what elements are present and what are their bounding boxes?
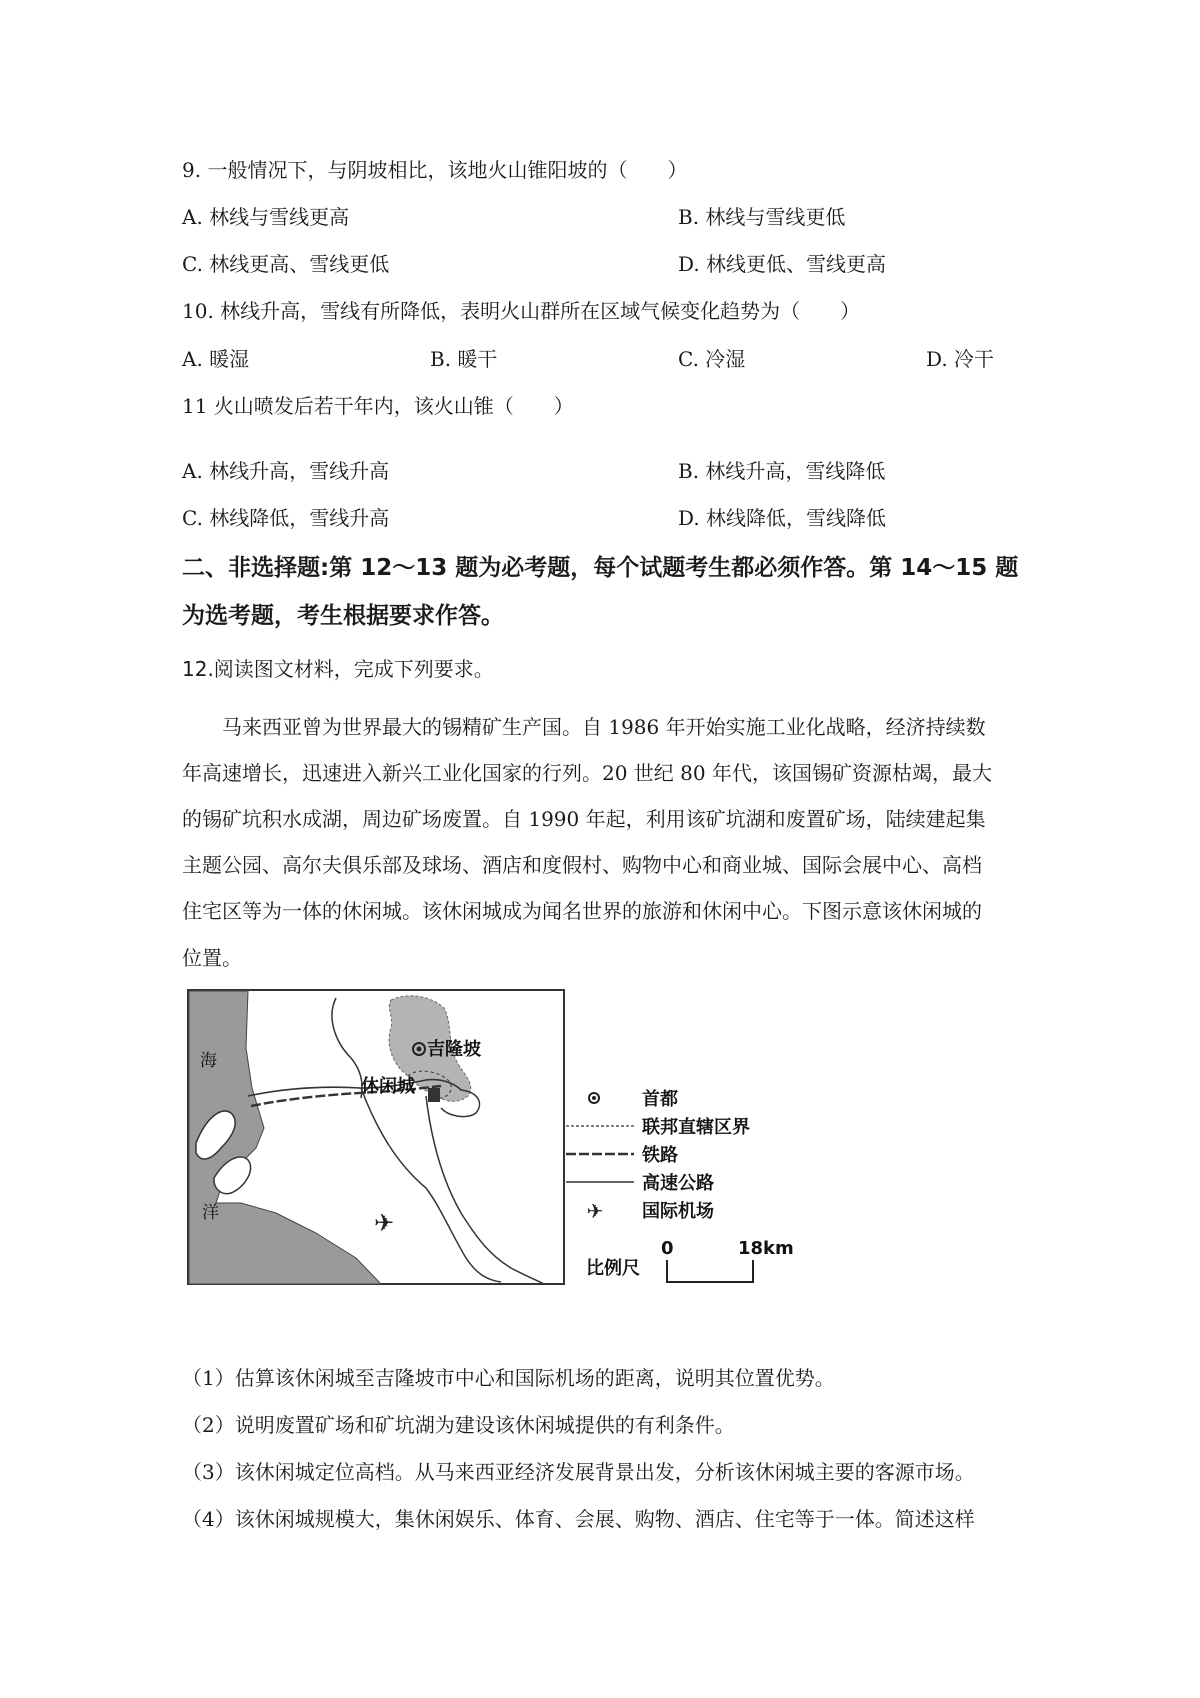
capital-icon [417, 1047, 422, 1052]
q12-paragraph-line-5: 住宅区等为一体的休闲城。该休闲城成为闻名世界的旅游和休闲中心。下图示意该休闲城的 [182, 899, 982, 923]
q12-paragraph-line-3: 的锡矿坑积水成湖，周边矿场废置。自 1990 年起，利用该矿坑湖和废置矿场，陆续建起集 [182, 807, 986, 831]
legend-airport-label: 国际机场 [642, 1201, 714, 1222]
q11-stem: 11 火山喷发后若干年内，该火山锥（ ） [182, 394, 574, 418]
q11-option-c: C. 林线降低，雪线升高 [182, 506, 390, 530]
scale-end: 18km [738, 1238, 794, 1259]
q10-option-c: C. 冷湿 [678, 347, 746, 371]
scale-bar [667, 1260, 753, 1282]
legend-boundary-label: 联邦直辖区界 [642, 1117, 750, 1138]
q9-option-b: B. 林线与雪线更低 [678, 205, 846, 229]
sea-label-1: 海 [200, 1051, 217, 1071]
leisure-city-marker [428, 1088, 440, 1102]
legend-railway-label: 铁路 [642, 1145, 678, 1166]
map-legend [566, 1088, 750, 1223]
airport-icon: ✈ [586, 1199, 604, 1223]
section-heading-line-2: 为选考题，考生根据要求作答。 [182, 603, 504, 629]
q12-stem: 12.阅读图文材料，完成下列要求。 [182, 657, 494, 681]
q10-stem: 10. 林线升高，雪线有所降低，表明火山群所在区域气候变化趋势为（ ） [182, 299, 861, 323]
q10-option-d: D. 冷干 [926, 347, 995, 371]
legend-capital-label: 首都 [642, 1089, 678, 1110]
map-scale [586, 1238, 794, 1282]
q10-option-b: B. 暖干 [430, 347, 498, 371]
capital-label: 吉隆坡 [427, 1039, 481, 1060]
q12-paragraph-line-6: 位置。 [182, 946, 242, 970]
q12-sub-question-1: （1）估算该休闲城至吉隆坡市中心和国际机场的距离，说明其位置优势。 [182, 1366, 835, 1390]
location-map [186, 988, 794, 1288]
q10-option-a: A. 暖湿 [182, 347, 250, 371]
scale-start: 0 [661, 1238, 674, 1259]
q12-paragraph-line-2: 年高速增长，迅速进入新兴工业化国家的行列。20 世纪 80 年代，该国锡矿资源枯竭，最大 [182, 761, 992, 785]
q11-option-a: A. 林线升高，雪线升高 [182, 459, 390, 483]
legend-highway-label: 高速公路 [642, 1173, 714, 1194]
leisure-city-label: 休闲城 [361, 1076, 415, 1097]
q9-option-a: A. 林线与雪线更高 [182, 205, 350, 229]
airport-icon: ✈ [373, 1209, 395, 1237]
q9-stem: 9. 一般情况下，与阴坡相比，该地火山锥阳坡的（ ） [182, 158, 688, 182]
q12-paragraph-line-1: 马来西亚曾为世界最大的锡精矿生产国。自 1986 年开始实施工业化战略，经济持续数 [222, 715, 986, 739]
section-heading-line-1: 二、非选择题:第 12～13 题为必考题，每个试题考生都必须作答。第 14～15 题 [182, 555, 1019, 581]
scale-label: 比例尺 [586, 1258, 640, 1279]
q12-sub-question-3: （3）该休闲城定位高档。从马来西亚经济发展背景出发，分析该休闲城主要的客源市场。 [182, 1460, 975, 1484]
capital-icon [592, 1096, 596, 1100]
q11-option-d: D. 林线降低，雪线降低 [678, 506, 887, 530]
q12-sub-question-2: （2）说明废置矿场和矿坑湖为建设该休闲城提供的有利条件。 [182, 1413, 735, 1437]
q11-option-b: B. 林线升高，雪线降低 [678, 459, 886, 483]
q9-option-c: C. 林线更高、雪线更低 [182, 252, 390, 276]
q9-option-d: D. 林线更低、雪线更高 [678, 252, 887, 276]
q12-paragraph-line-4: 主题公园、高尔夫俱乐部及球场、酒店和度假村、购物中心和商业城、国际会展中心、高档 [182, 853, 982, 877]
sea-label-2: 洋 [202, 1203, 219, 1223]
q12-sub-question-4: （4）该休闲城规模大，集休闲娱乐、体育、会展、购物、酒店、住宅等于一体。简述这样 [182, 1507, 975, 1531]
